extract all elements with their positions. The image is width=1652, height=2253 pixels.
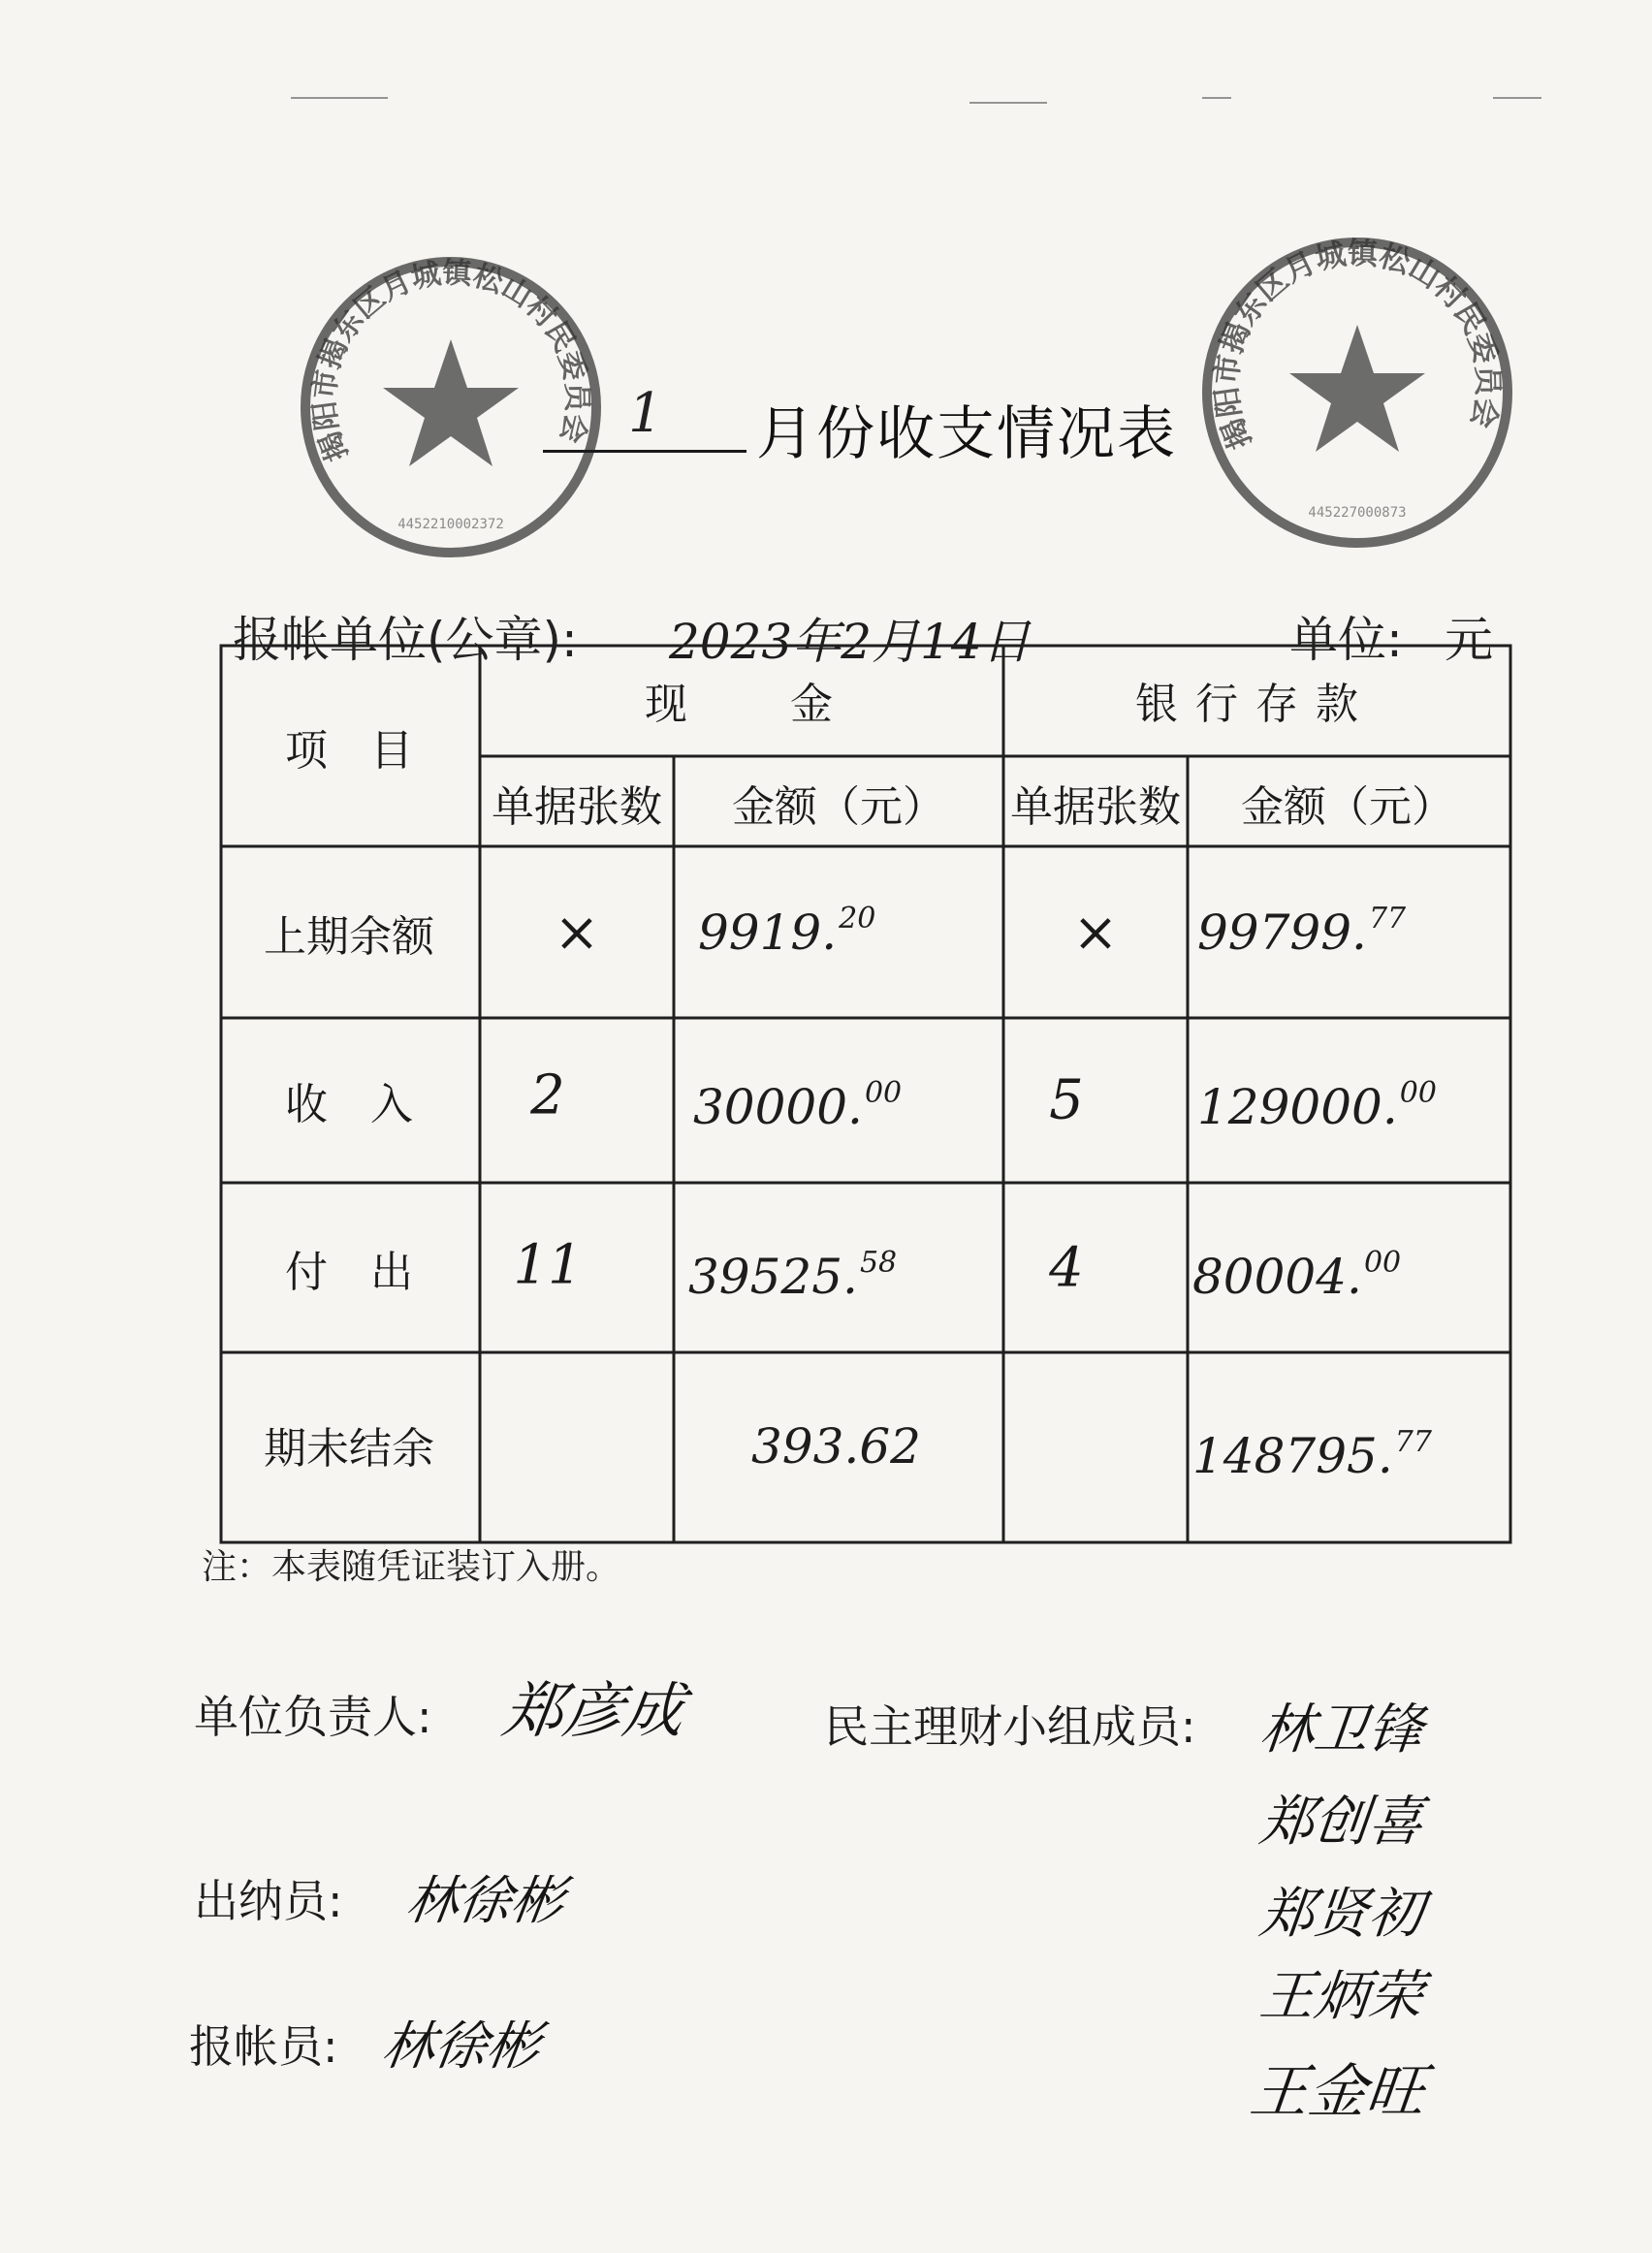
svg-text:4452210002372: 4452210002372 xyxy=(397,517,504,532)
bank-amount-header: 金额（元） xyxy=(1241,782,1454,832)
reporter-signature: 林徐彬 xyxy=(378,2015,544,2077)
bank-count: 4 xyxy=(1049,1236,1084,1300)
scan-artifact xyxy=(1202,97,1231,99)
cash-amount: 39525.58 xyxy=(688,1246,898,1305)
bank-amount: 129000.00 xyxy=(1197,1076,1437,1135)
row-label: 期未结余 xyxy=(264,1424,434,1474)
report-date: 2023年2月14日 xyxy=(669,614,1031,670)
finance-member-signature: 郑贤初 xyxy=(1256,1883,1426,1946)
unit-right-value: 元 xyxy=(1445,612,1493,668)
bank-count: 5 xyxy=(1049,1068,1084,1132)
scan-artifact xyxy=(291,97,388,99)
cash-count: 2 xyxy=(530,1063,565,1127)
finance-member-signature: 郑创喜 xyxy=(1256,1791,1426,1854)
finance-member-signature: 王金旺 xyxy=(1246,2058,1429,2126)
scan-artifact xyxy=(969,102,1047,104)
unit-head-signature: 郑彦成 xyxy=(498,1675,689,1746)
cash-count: × xyxy=(554,901,600,965)
row-label: 付 出 xyxy=(285,1248,413,1297)
finance-group-label: 民主理财小组成员: xyxy=(824,1700,1196,1753)
unit-right-label: 单位: xyxy=(1289,612,1403,668)
binding-note: 注：本表随凭证装订入册。 xyxy=(202,1547,621,1587)
unit-head-label: 单位负责人: xyxy=(194,1691,432,1743)
cash-amount: 30000.00 xyxy=(693,1076,903,1135)
bank-amount: 148795.77 xyxy=(1192,1425,1432,1484)
row-label: 收 入 xyxy=(285,1080,413,1129)
cashier-label: 出纳员: xyxy=(194,1875,343,1927)
bank-header: 银行存款 xyxy=(1135,680,1376,729)
svg-text:揭阳市揭东区月城镇松山村民委员会: 揭阳市揭东区月城镇松山村民委员会 xyxy=(307,256,594,466)
balance-table xyxy=(194,640,1517,1546)
cash-amount-header: 金额（元） xyxy=(732,782,945,832)
bank-amount: 80004.00 xyxy=(1192,1246,1402,1305)
unit-label: 报帐单位(公章): xyxy=(233,612,578,668)
official-seal-right xyxy=(1192,228,1522,557)
row-label: 上期余额 xyxy=(264,912,434,962)
month-value: 1 xyxy=(628,382,663,445)
title-text: 月份收支情况表 xyxy=(756,400,1177,468)
cash-amount: 393.62 xyxy=(751,1418,921,1475)
finance-member-signature: 林卫锋 xyxy=(1256,1698,1426,1761)
svg-text:揭阳市揭东区月城镇松山村民委员会: 揭阳市揭东区月城镇松山村民委员会 xyxy=(1209,236,1506,455)
reporter-label: 报帐员: xyxy=(189,2020,338,2073)
svg-text:445227000873: 445227000873 xyxy=(1308,505,1407,521)
bank-count: × xyxy=(1072,901,1119,965)
cashier-signature: 林徐彬 xyxy=(402,1870,568,1931)
item-header: 项 目 xyxy=(285,726,413,776)
scan-artifact xyxy=(1493,97,1541,99)
finance-member-signature: 王炳荣 xyxy=(1256,1965,1426,2028)
bank-amount: 99799.77 xyxy=(1197,902,1407,961)
cash-count: 11 xyxy=(513,1233,583,1297)
cash-amount: 9919.20 xyxy=(698,902,876,961)
cash-header: 现 金 xyxy=(645,680,839,729)
cash-count-header: 单据张数 xyxy=(492,782,662,832)
bank-count-header: 单据张数 xyxy=(1010,782,1181,832)
